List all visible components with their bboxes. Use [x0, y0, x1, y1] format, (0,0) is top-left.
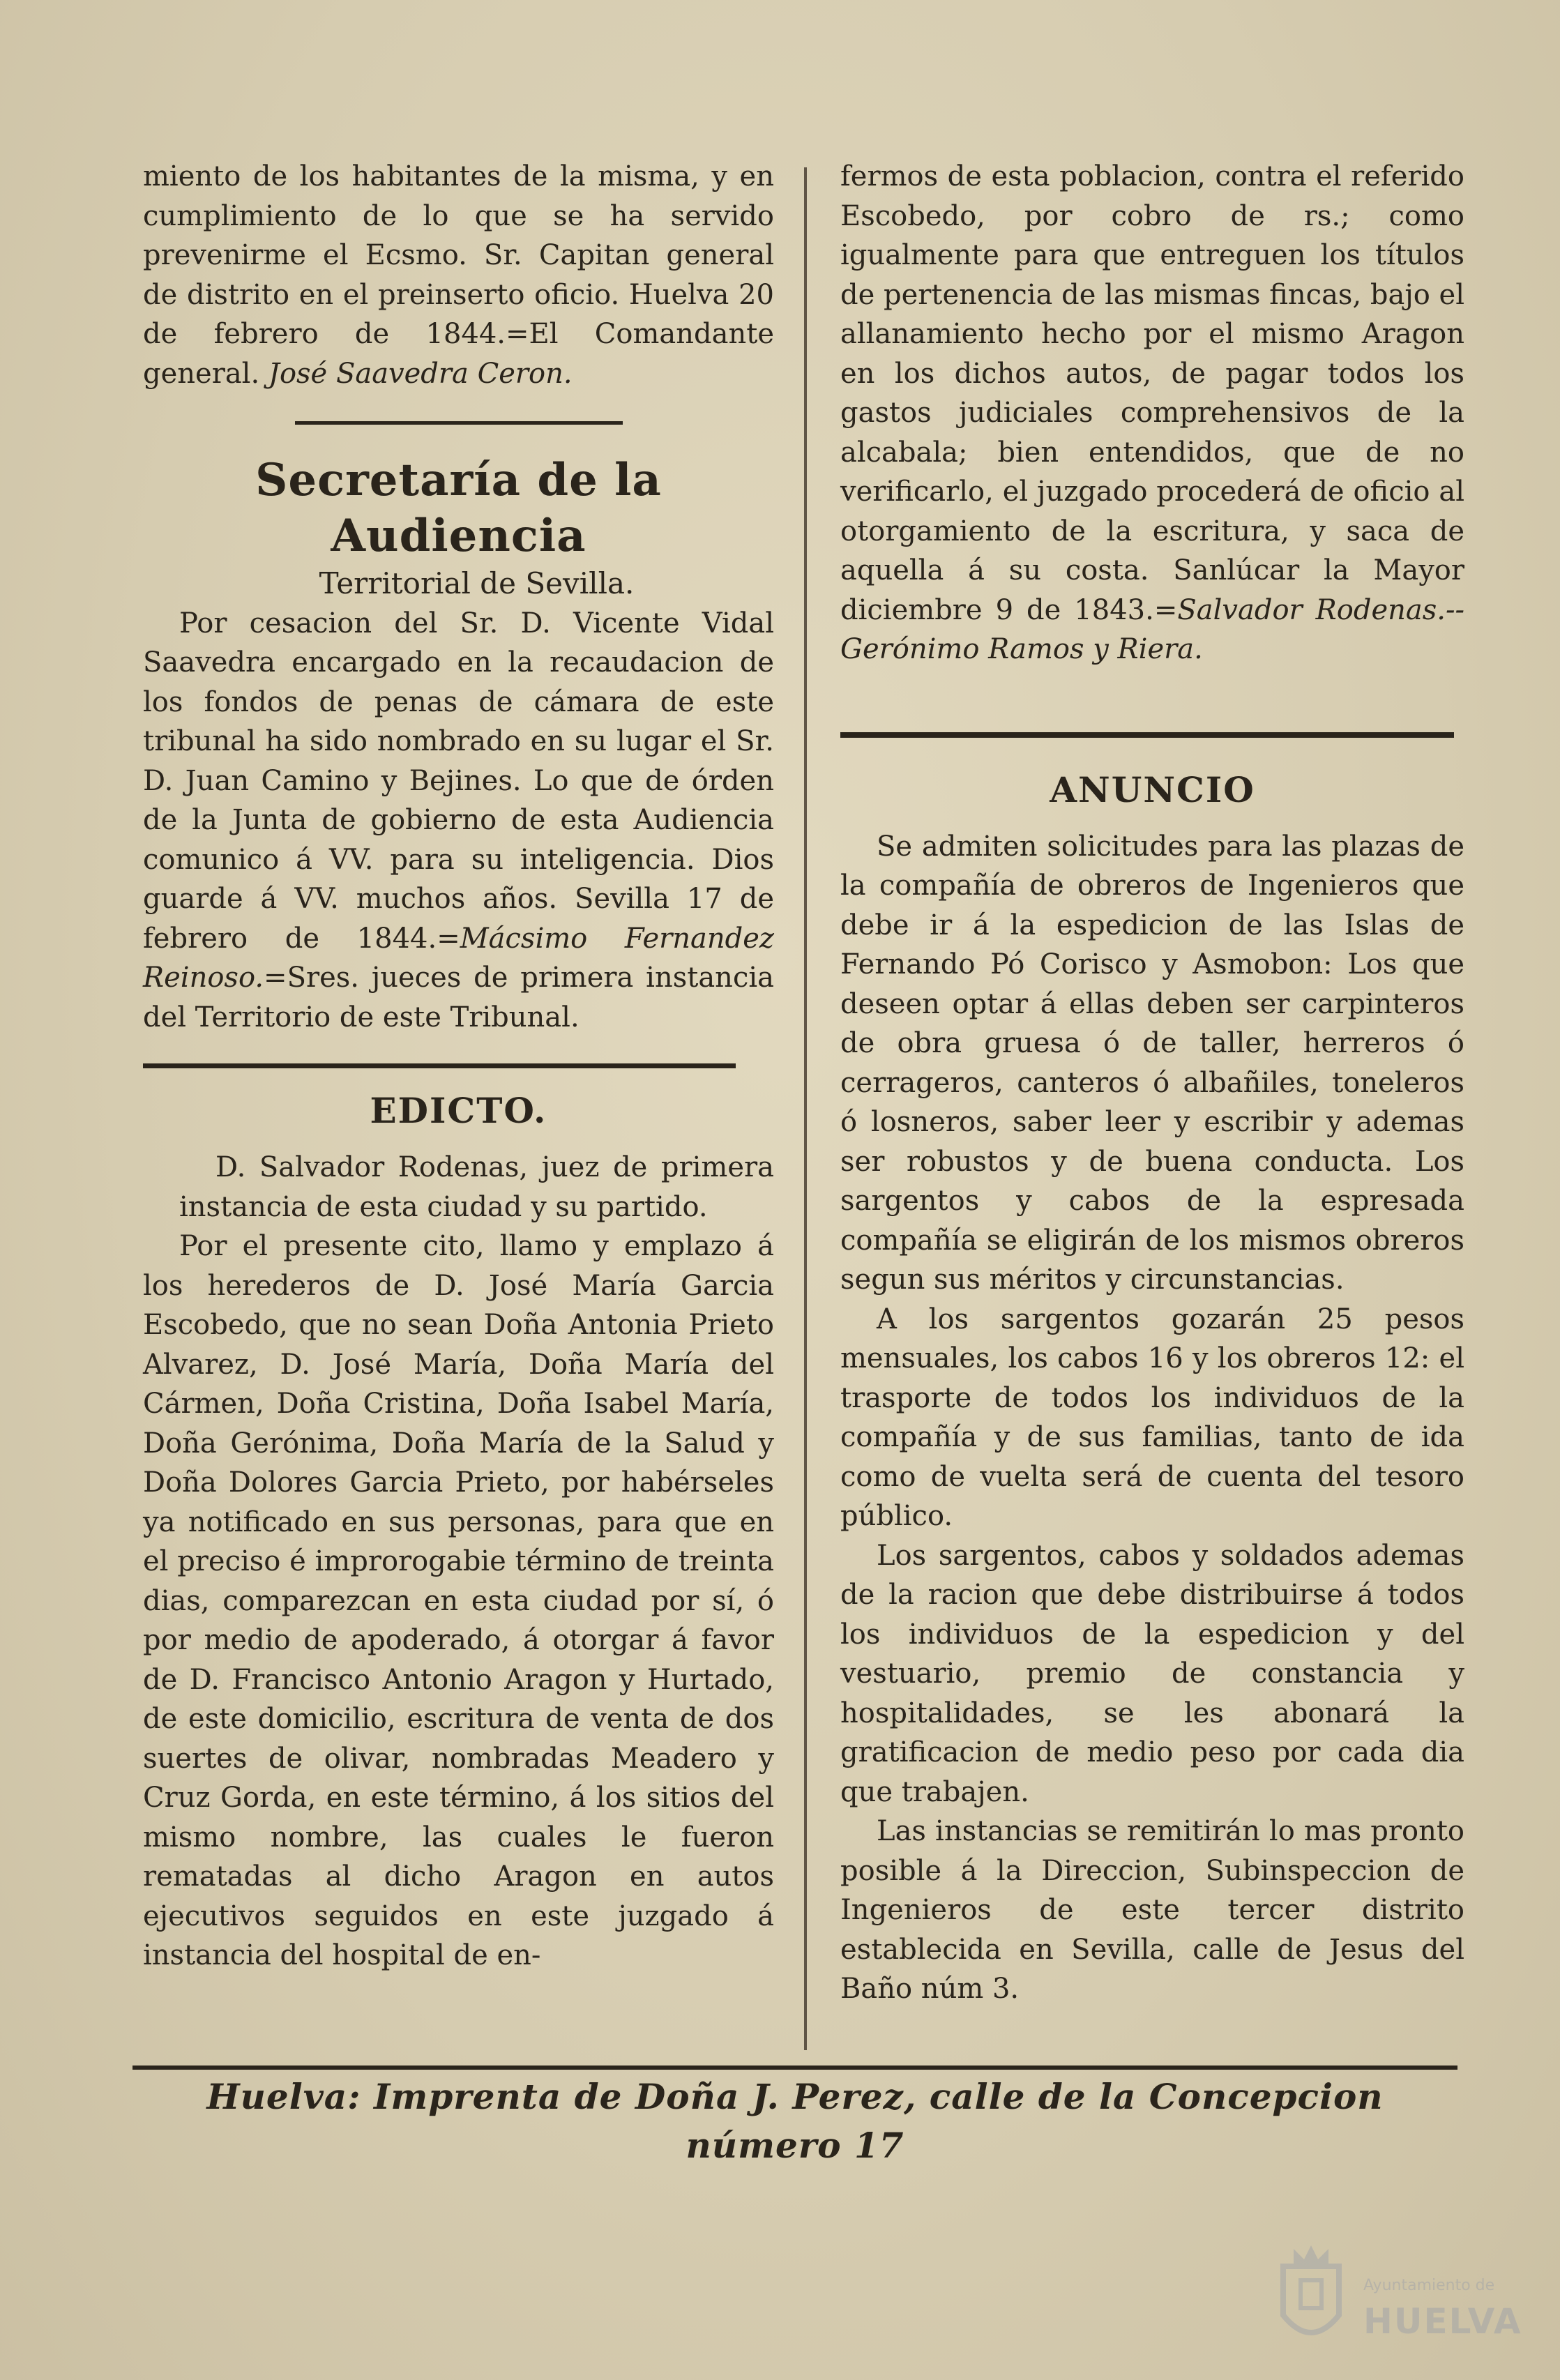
- left-column: [143, 157, 774, 1976]
- edicto-heading: EDICTO.: [370, 1090, 547, 1131]
- watermark-small-text: Ayuntamiento de: [1363, 2277, 1495, 2294]
- anuncio-paragraph: Los sargentos, cabos y soldados ademas de la racion que debe distribuirse á todos los individuos de la espedicion y del vestuario, premio de constancia y hospitalidades, se les abonará la gratificacion de medio peso por cada dia que trabajen.: [840, 1539, 1464, 1808]
- signature: José Saavedra Ceron.: [268, 357, 573, 390]
- watermark-logo: [1269, 2238, 1520, 2357]
- continuation-paragraph: miento de los habitantes de la misma, y en cumplimiento de lo que se ha servido prevenirme el Ecsmo. Sr. Capitan general de distrito en el preinserto oficio. Huelva 20 de febrero de 1844.=El Comandante general. José Saavedra Ceron.: [143, 160, 774, 390]
- notice-paragraph: Por cesacion del Sr. D. Vicente Vidal Saavedra encargado en la recaudacion de los fondos de penas de cámara de este tribunal ha sido nombrado en su lugar el Sr. D. Juan Camino y Bejines. Lo que de órden de la Junta de gobierno de esta Audiencia comunico á VV. para su inteligencia. Dios guarde á VV. muchos años. Sevilla 17 de febrero de 1844.=Mácsimo Fernandez Reinoso.=Sres. jueces de primera instancia del Territorio de este Tribunal.: [143, 607, 775, 1033]
- footer-rule: [132, 2066, 1457, 2070]
- anuncio-paragraph: Se admiten solicitudes para las plazas de la compañía de obreros de Ingenieros que debe ir á la espedicion de las Islas de Fernando Pó Corisco y Asmobon: Los que deseen optar á ellas deben ser carpinteros de obra gruesa ó de taller, herreros ó cerrageros, canteros ó albañiles, toneleros ó losneros, saber leer y escribir y ademas ser robustos y de buena conducta. Los sargentos y cabos de la espresada compañía se eligirán de los mismos obreros segun sus méritos y circunstancias.: [840, 830, 1464, 1296]
- crest-icon: [1269, 2238, 1353, 2357]
- anuncio-heading: ANUNCIO: [1050, 768, 1255, 810]
- section-divider: [295, 421, 623, 425]
- watermark-city: HUELVA: [1363, 2301, 1522, 2342]
- edicto-lead: D. Salvador Rodenas, juez de primera instancia de esta ciudad y su partido.: [179, 1151, 774, 1223]
- anuncio-paragraph: A los sargentos gozarán 25 pesos mensuales, los cabos 16 y los obreros 12: el trasporte de todos los individuos de la compañía y de sus familias, tanto de ida como de vuelta será de cuenta del tesoro público.: [840, 1303, 1464, 1532]
- signature: Mácsimo Fernandez Reinoso.: [143, 922, 775, 994]
- continuation-paragraph: fermos de esta poblacion, contra el referido Escobedo, por cobro de rs.; como igualmente para que entreguen los títulos de pertenencia de las mismas fincas, bajo el allanamiento hecho por el mismo Aragon en los dichos autos, de pagar todos los gastos judiciales comprehensivos de la alcabala; bien entendidos, que de no verificarlo, el juzgado procederá de oficio al otorgamiento de la escritura, y saca de aquella á su costa. Sanlúcar la Mayor diciembre 9 de 1843.=Salvador Rodenas.--Gerónimo Ramos y Riera.: [840, 160, 1464, 665]
- signature: Salvador Rodenas.--Gerónimo Ramos y Riera.: [840, 593, 1464, 665]
- edicto-body: Por el presente cito, llamo y emplazo á los herederos de D. José María Garcia Escobedo, que no sean Doña Antonia Prieto Alvarez, D. José María, Doña María del Cármen, Doña Cristina, Doña Isabel María, Doña Gerónima, Doña María de la Salud y Doña Dolores Garcia Prieto, por habérseles ya notificado en sus personas, para que en el preciso é improrogabie término de treinta dias, comparezcan en esta ciudad por sí, ó por medio de apoderado, á otorgar á favor de D. Francisco Antonio Aragon y Hurtado, de este domicilio, escritura de venta de dos suertes de olivar, nombradas Meadero y Cruz Gorda, en este término, á los sitios del mismo nombre, las cuales le fueron rematadas al dicho Aragon en autos ejecutivos seguidos en este juzgado á instancia del hospital de en-: [143, 1230, 774, 1971]
- right-column: [840, 157, 1464, 2009]
- printer-imprint: Huelva: Imprenta de Doña J. Perez, calle de la Concepcion número 17: [206, 2076, 1384, 2166]
- anuncio-paragraph: Las instancias se remitirán lo mas pronto posible á la Direccion, Subinspeccion de Ingenieros de este tercer distrito establecida en Sevilla, calle de Jesus del Baño núm 3.: [840, 1815, 1464, 2005]
- column-divider: [804, 167, 807, 2050]
- section-divider: [143, 1063, 736, 1068]
- section-divider: [840, 732, 1454, 738]
- section-subtitle: Territorial de Sevilla.: [319, 566, 635, 600]
- section-title: Secretaría de la Audiencia: [255, 454, 662, 562]
